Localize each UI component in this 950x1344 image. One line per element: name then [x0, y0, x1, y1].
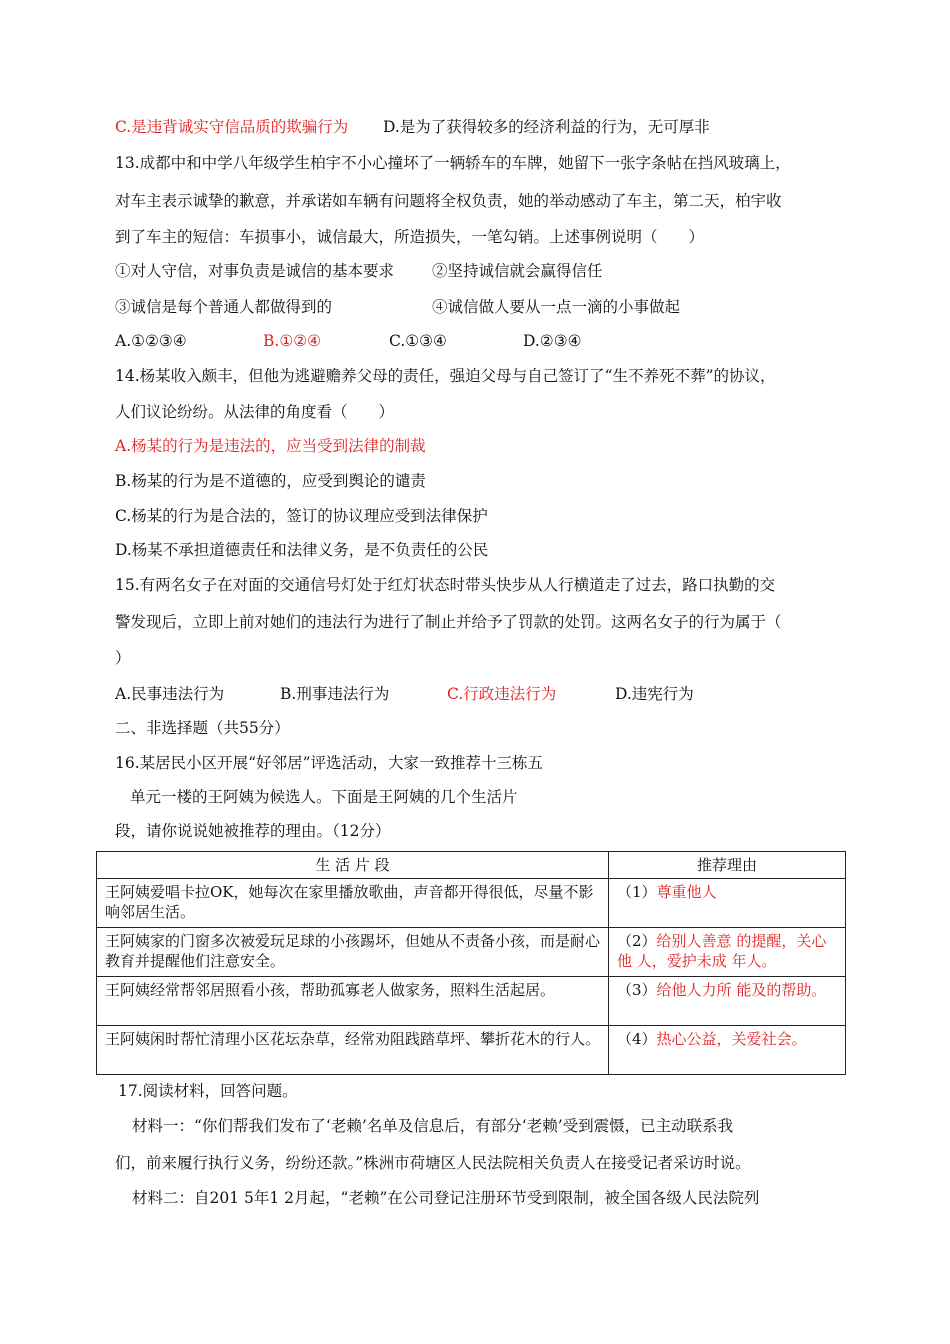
q13-statement-4: ④诚信做人要从一点一滴的小事做起 — [432, 298, 681, 316]
q13-statement-1: ①对人守信，对事负责是诚信的基本要求 — [115, 262, 395, 280]
reason-number: （1） — [617, 883, 657, 901]
q13-option-b: B.①②④ — [263, 332, 322, 350]
q15-stem-line1: 15.有两名女子在对面的交通信号灯处于红灯状态时带头快步从人行横道走了过去，路口执勤的交 — [115, 576, 776, 594]
table-row — [97, 879, 846, 928]
fragment-cell: 王阿姨家的门窗多次被爱玩足球的小孩踢坏，但她从不责备小孩，而是耐心教育并提醒他们注意安全。 — [97, 928, 609, 977]
q15-stem-line2: 警发现后，立即上前对她们的违法行为进行了制止并给予了罚款的处罚。这两名女子的行为属于（ — [115, 613, 782, 631]
fragment-cell: 王阿姨经常帮邻居照看小孩，帮助孤寡老人做家务，照料生活起居。 — [97, 977, 609, 1026]
q14-option-a: A.杨某的行为是违法的，应当受到法律的制裁 — [115, 437, 426, 455]
reason-cell — [609, 928, 846, 977]
reason-number: （3） — [617, 981, 657, 999]
q17-material1-line1: 材料一：“你们帮我们发布了‘老赖’名单及信息后，有部分‘老赖’受到震慑，已主动联系我 — [132, 1117, 734, 1135]
reason-text: 尊重他人 — [656, 883, 717, 901]
q13-stem-line1: 13.成都中和中学八年级学生柏宇不小心撞坏了一辆轿车的车牌，她留下一张字条帖在挡风玻璃上， — [115, 154, 791, 172]
reason-cell — [609, 879, 846, 928]
table-header-row — [97, 852, 846, 879]
reason-cell — [609, 977, 846, 1026]
q16-stem-line3: 段，请你说说她被推荐的理由。（12分） — [115, 822, 391, 840]
q17-material1-line2: 们，前来履行执行义务，纷纷还款。”株洲市荷塘区人民法院相关负责人在接受记者采访时说。 — [115, 1154, 751, 1172]
q14-stem-line1: 14.杨某收入颇丰，但他为逃避赡养父母的责任，强迫父母与自己签订了“生不养死不葬”的协议， — [115, 367, 776, 385]
q16-stem-line1: 16.某居民小区开展“好邻居”评选活动，大家一致推荐十三栋五 — [115, 754, 544, 772]
q12-option-d: D.是为了获得较多的经济利益的行为，无可厚非 — [383, 118, 710, 136]
recommendation-table — [96, 851, 846, 1075]
q13-stem-line2: 对车主表示诚挚的歉意，并承诺如车辆有问题将全权负责，她的举动感动了车主，第二天，柏宇收 — [115, 192, 782, 210]
reason-text: 给他人力所 能及的帮助。 — [656, 981, 827, 999]
q17-material2-line1: 材料二：自201 5年1 2月起，“老赖”在公司登记注册环节受到限制，被全国各级人民法院列 — [132, 1189, 760, 1207]
table-row — [97, 977, 846, 1026]
header-fragment: 生 活 片 段 — [97, 852, 609, 879]
q14-option-c: C.杨某的行为是合法的，签订的协议理应受到法律保护 — [115, 507, 488, 525]
reason-cell — [609, 1026, 846, 1075]
q15-option-d: D.违宪行为 — [615, 685, 694, 703]
q15-option-c: C.行政违法行为 — [447, 685, 557, 703]
reason-text: 热心公益，关爱社会。 — [656, 1030, 807, 1048]
fragment-cell: 王阿姨闲时帮忙清理小区花坛杂草，经常劝阻践踏草坪、攀折花木的行人。 — [97, 1026, 609, 1075]
q12-option-c: C.是违背诚实守信品质的欺骗行为 — [115, 118, 349, 136]
table-row — [97, 928, 846, 977]
section-title: 二、非选择题（共55分） — [115, 719, 290, 737]
q13-option-c: C.①③④ — [389, 332, 447, 350]
q15-option-b: B.刑事违法行为 — [280, 685, 390, 703]
table-row — [97, 1026, 846, 1075]
q13-statement-2: ②坚持诚信就会赢得信任 — [432, 262, 603, 280]
q14-stem-line2: 人们议论纷纷。从法律的角度看（ ） — [115, 403, 395, 421]
q13-statement-3: ③诚信是每个普通人都做得到的 — [115, 298, 333, 316]
reason-number: （2） — [617, 932, 657, 950]
q15-stem-line3: ） — [115, 649, 131, 667]
fragment-cell: 王阿姨爱唱卡拉OK，她每次在家里播放歌曲，声音都开得很低，尽量不影响邻居生活。 — [97, 879, 609, 928]
q16-stem-line2: 单元一楼的王阿姨为候选人。下面是王阿姨的几个生活片 — [130, 788, 518, 806]
reason-text: 给别人善意 的提醒，关心他 人，爱护未成 年人。 — [617, 932, 827, 970]
reason-number: （4） — [617, 1030, 657, 1048]
q13-option-a: A.①②③④ — [115, 332, 187, 350]
q13-option-d: D.②③④ — [523, 332, 582, 350]
q13-stem-line3: 到了车主的短信：车损事小，诚信最大，所造损失，一笔勾销。上述事例说明（ ） — [115, 228, 705, 246]
q15-option-a: A.民事违法行为 — [115, 685, 225, 703]
q17-title: 17.阅读材料，回答问题。 — [118, 1082, 298, 1100]
q14-option-d: D.杨某不承担道德责任和法律义务，是不负责任的公民 — [115, 541, 489, 559]
q14-option-b: B.杨某的行为是不道德的，应受到舆论的谴责 — [115, 472, 426, 490]
header-reason: 推荐理由 — [609, 852, 846, 879]
